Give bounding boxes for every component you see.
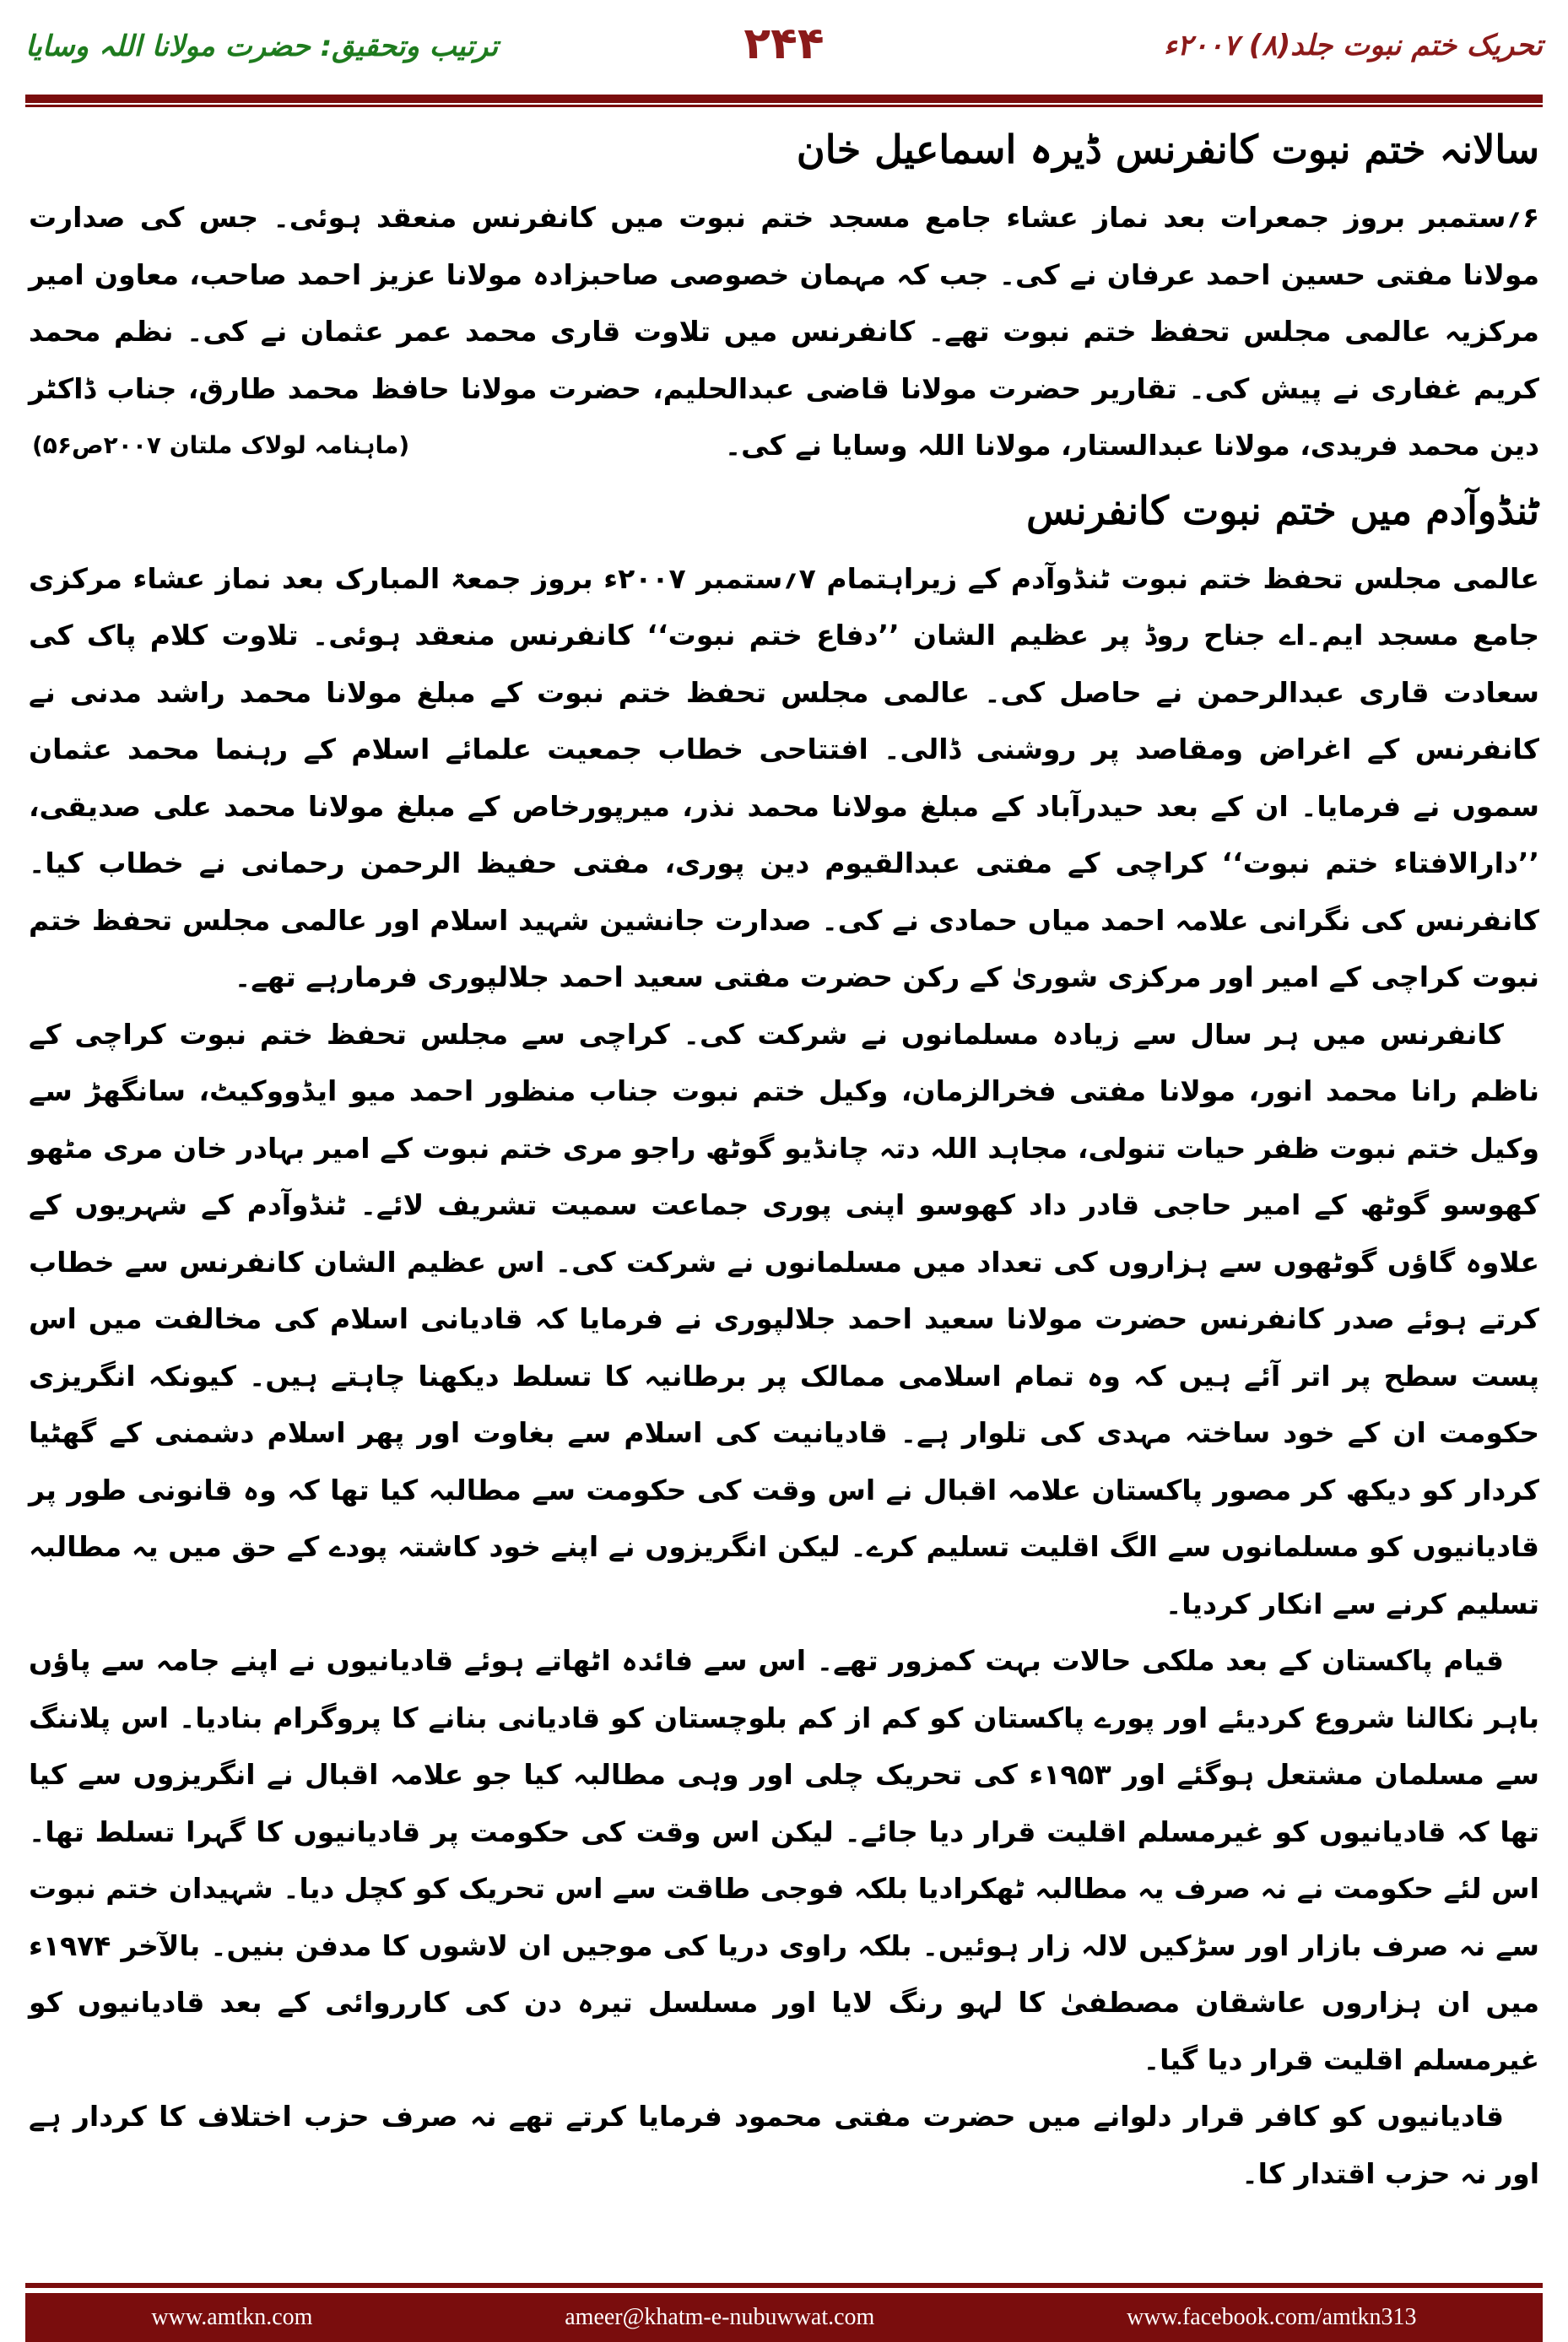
page-number: ۲۴۴ [743,19,825,69]
section-heading-tando-adam: ٹنڈوآدم میں ختم نبوت کانفرنس [1026,487,1539,533]
section-paragraph: قادیانیوں کو کافر قرار دلوانے میں حضرت مفتی محمود فرمایا کرتے تھے نہ صرف حزب اختلاف کا کردار ہے اور نہ حزب اقتدار کا۔ [29,2100,1539,2190]
header-author: ترتیب وتحقیق: حضرت مولانا اللہ وسایا [25,30,499,63]
header-divider [25,95,1543,103]
footer-divider [25,2283,1543,2288]
footer-website-link[interactable]: www.amtkn.com [151,2304,313,2330]
page-header [25,19,1543,84]
page-footer [25,2293,1543,2342]
section-paragraph: عالمی مجلس تحفظ ختم نبوت ٹنڈوآدم کے زیراہتمام ۷؍ستمبر ۲۰۰۷ء بروز جمعۃ المبارک بعد نماز عشاء مرکزی جامع مسجد ایم۔اے جناح روڈ پر عظیم الشان ’’دفاع ختم نبوت‘‘ کانفرنس منعقد ہوئی۔ تلاوت کلام پاک کی سعادت قاری عبدالرحمن نے حاصل کی۔ عالمی مجلس تحفظ ختم نبوت کے مبلغ مولانا محمد راشد مدنی نے کانفرنس کے اغراض ومقاصد پر روشنی ڈالی۔ افتتاحی خطاب جمعیت علمائے اسلام کے رہنما محمد عثمان سموں نے فرمایا۔ ان کے بعد حیدرآباد کے مبلغ مولانا محمد نذر، میرپورخاص کے مبلغ مولانا محمد علی صدیقی، ’’دارالافتاء ختم نبوت‘‘ کراچی کے مفتی عبدالقیوم دین پوری، مفتی حفیظ الرحمن رحمانی نے خطاب کیا۔ کانفرنس کی نگرانی علامہ احمد میاں حمادی نے کی۔ صدارت جانشین شہید اسلام اور عالمی مجلس تحفظ ختم نبوت کراچی کے امیر اور مرکزی شوریٰ کے رکن حضرت مفتی سعید احمد جلالپوری فرمارہے تھے۔ [29,561,1539,993]
footer-facebook-link[interactable]: www.facebook.com/amtkn313 [1127,2304,1417,2330]
citation: (ماہنامہ لولاک ملتان ۲۰۰۷ص۵۶) [32,431,410,459]
section-paragraph: قیام پاکستان کے بعد ملکی حالات بہت کمزور تھے۔ اس سے فائدہ اٹھاتے ہوئے قادیانیوں نے اپنے جامہ سے پاؤں باہر نکالنا شروع کردیئے اور پورے پاکستان کو کم از کم بلوچستان کو قادیانی بنانے کا پروگرام بنادیا۔ اس پلاننگ سے مسلمان مشتعل ہوگئے اور ۱۹۵۳ء کی تحریک چلی اور وہی مطالبہ کیا جو علامہ اقبال نے انگریزوں سے کیا تھا کہ قادیانیوں کو غیرمسلم اقلیت قرار دیا جائے۔ لیکن اس وقت کی حکومت پر قادیانیوں کا گہرا تسلط تھا۔ اس لئے حکومت نے نہ صرف یہ مطالبہ ٹھکرادیا بلکہ فوجی طاقت سے اس تحریک کو کچل دیا۔ شہیدان ختم نبوت سے نہ صرف بازار اور سڑکیں لالہ زار ہوئیں۔ بلکہ راوی دریا کی موجیں ان لاشوں کا مدفن بنیں۔ بالآخر ۱۹۷۴ء میں ان ہزاروں عاشقان مصطفیٰ کا لہو رنگ لایا اور مسلسل تیرہ دن کی کارروائی کے بعد قادیانیوں کو غیرمسلم اقلیت قرار دیا گیا۔ [29,1644,1539,2076]
page-content [29,116,1539,2202]
paragraph-text: ۶؍ستمبر بروز جمعرات بعد نماز عشاء جامع مسجد ختم نبوت میں کانفرنس منعقد ہوئی۔ جس کی صدارت مولانا مفتی حسین احمد عرفان نے کی۔ جب کہ مہمان خصوصی صاحبزادہ مولانا عزیز احمد صاحب، معاون امیر مرکزیہ عالمی مجلس تحفظ ختم نبوت تھے۔ کانفرنس میں تلاوت قاری محمد عمر عثمان نے کی۔ نظم محمد کریم غفاری نے پیش کی۔ تقاریر حضرت مولانا قاضی عبدالحلیم، حضرت مولانا حافظ محمد طارق، جناب ڈاکٹر دین محمد فریدی، مولانا عبدالستار، مولانا اللہ وسایا نے کی۔ [29,201,1539,462]
header-book-title: تحریک ختم نبوت جلد(۸) ۲۰۰۷ء [1163,29,1543,62]
section-paragraph: کانفرنس میں ہر سال سے زیادہ مسلمانوں نے شرکت کی۔ کراچی سے مجلس تحفظ ختم نبوت کراچی کے ناظم رانا محمد انور، مولانا مفتی فخرالزمان، وکیل ختم نبوت جناب منظور احمد میو ایڈووکیٹ، سانگھڑ سے وکیل ختم نبوت ظفر حیات تنولی، مجاہد اللہ دتہ چانڈیو گوٹھ راجو مری ختم نبوت کے امیر بہادر خان مری مٹھو کھوسو گوٹھ کے امیر حاجی قادر داد کھوسو اپنی پوری جماعت سمیت تشریف لائے۔ ٹنڈوآدم کے شہریوں کے علاوہ گاؤں گوٹھوں سے ہزاروں کی تعداد میں مسلمانوں نے شرکت کی۔ اس عظیم الشان کانفرنس سے خطاب کرتے ہوئے صدر کانفرنس حضرت مولانا سعید احمد جلالپوری نے فرمایا کہ قادیانی اسلام کی مخالفت میں اس پست سطح پر اتر آئے ہیں کہ وہ تمام اسلامی ممالک پر برطانیہ کا تسلط دیکھنا چاہتے ہیں۔ کیونکہ انگریزی حکومت ان کے خود ساختہ مہدی کی تلوار ہے۔ قادیانیت کی اسلام سے بغاوت اور پھر اسلام دشمنی کے گھٹیا کردار کو دیکھ کر مصور پاکستان علامہ اقبال نے اس وقت کی حکومت سے مطالبہ کیا تھا کہ وہ قانونی طور پر قادیانیوں کو مسلمانوں سے الگ اقلیت تسلیم کرے۔ لیکن انگریزوں نے اپنے خود کاشتہ پودے کے حق میں یہ مطالبہ تسلیم کرنے سے انکار کردیا۔ [29,1017,1539,1620]
section-heading-dera-ismail-khan: سالانہ ختم نبوت کانفرنس ڈیرہ اسماعیل خان [796,127,1539,172]
section-paragraph [29,189,1539,474]
footer-email-link[interactable]: ameer@khatm-e-nubuwwat.com [565,2304,875,2330]
